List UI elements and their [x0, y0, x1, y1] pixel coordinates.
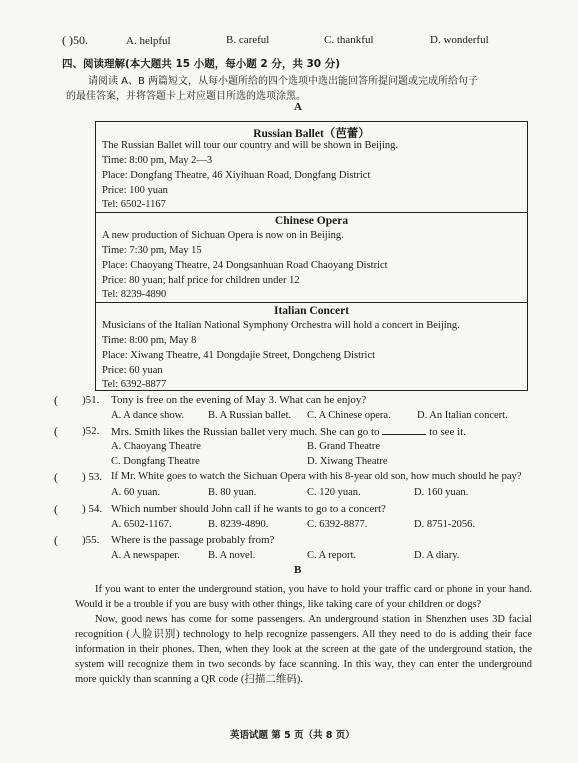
passage-b-paragraph-2: Now, good news has come for some passengers. An underground station in Shenzhen uses 3D facial recognition (人脸识别) technology to help recognize passengers. All they need to do is adding their face information in their phones. Then, when they look at the screen at the gate of the underground station, the system will recognize them in two seconds by face scanning. In this way, they can enter the underground more quickly than scanning a QR code (扫描二维码). [75, 614, 532, 685]
q52-stem [111, 425, 466, 438]
q55-option-d: D. A diary. [414, 550, 460, 561]
q53-number: ) 53. [82, 471, 103, 483]
ad-title-italian-concert: Italian Concert [273, 305, 350, 317]
q52-option-a: A. Chaoyang Theatre [111, 441, 201, 452]
ad-divider [96, 302, 527, 303]
q52-paren: ( [54, 424, 58, 438]
q55-stem: Where is the passage probably from? [111, 534, 275, 546]
passage-b-body [75, 582, 532, 687]
q50-option-c: C. thankful [324, 34, 374, 46]
q54-option-a: A. 6502-1167. [111, 519, 172, 530]
ad-line: Place: Xiwang Theatre, 41 Dongdajie Street, Dongcheng District [102, 350, 376, 361]
q54-stem: Which number should John call if he wants to go to a concert? [111, 503, 386, 515]
q52-stem-part1: Mrs. Smith likes the Russian ballet very much. She can go to [111, 426, 380, 438]
q52-option-c: C. Dongfang Theatre [111, 456, 200, 467]
passage-a-label: A [294, 101, 302, 113]
q54-option-c: C. 6392-8877. [307, 519, 368, 530]
ad-line: Tel: 6392-8877 [102, 379, 167, 390]
ad-line: Time: 7:30 pm, May 15 [102, 245, 202, 256]
q54-paren: ( [54, 502, 58, 516]
ad-line: Time: 8:00 pm, May 2—3 [102, 155, 213, 166]
q51-stem: Tony is free on the evening of May 3. What can he enjoy? [111, 394, 367, 406]
q52-option-d: D. Xiwang Theatre [307, 456, 388, 467]
q55-option-c: C. A report. [307, 550, 356, 561]
q51-number: )51. [82, 394, 100, 406]
page-footer: 英语试题 第 5 页（共 8 页） [230, 730, 355, 741]
section-instruction-line1: 请阅读 A、B 两篇短文，从每小题所给的四个选项中选出能回答所提问题或完成所给句子 [88, 76, 479, 87]
section-instruction-line2: 的最佳答案，并将答题卡上对应题目所选的选项涂黑。 [66, 91, 306, 102]
q52-number: )52. [82, 425, 100, 437]
section-heading: 四、阅读理解(本大题共 15 小题，每小题 2 分，共 30 分) [62, 58, 341, 70]
q55-paren: ( [54, 533, 58, 547]
q50-option-b: B. careful [226, 34, 270, 46]
q55-number: )55. [82, 534, 100, 546]
q55-option-a: A. A newspaper. [111, 550, 180, 561]
ad-line: Price: 100 yuan [102, 185, 168, 196]
q51-option-b: B. A Russian ballet. [208, 410, 292, 421]
ad-line: Tel: 8239-4890 [102, 289, 167, 300]
q54-option-d: D. 8751-2056. [414, 519, 475, 530]
q53-stem: If Mr. White goes to watch the Sichuan Opera with his 8-year old son, how much should he pay? [111, 471, 522, 482]
q52-stem-part2: to see it. [429, 426, 467, 438]
ad-line: A new production of Sichuan Opera is now on in Beijing. [102, 230, 344, 241]
ads-table [95, 121, 528, 391]
q54-option-b: B. 8239-4890. [208, 519, 269, 530]
q50-option-d: D. wonderful [430, 34, 489, 46]
q50-option-a: A. helpful [126, 35, 171, 47]
q53-option-d: D. 160 yuan. [414, 487, 469, 498]
ad-title-russian-ballet: Russian Ballet（芭蕾） [253, 128, 370, 140]
q52-option-b: B. Grand Theatre [307, 441, 380, 452]
q55-option-b: B. A novel. [208, 550, 256, 561]
ad-line: Price: 60 yuan [102, 365, 163, 376]
q53-option-c: C. 120 yuan. [307, 487, 361, 498]
q51-paren: ( [54, 393, 58, 407]
ad-line: Time: 8:00 pm, May 8 [102, 335, 197, 346]
ad-line: Place: Chaoyang Theatre, 24 Dongsanhuan Road Chaoyang District [102, 260, 388, 271]
ad-line: Musicians of the Italian National Symphony Orchestra will hold a concert in Beijing. [102, 320, 460, 331]
ad-divider [96, 212, 527, 213]
ad-line: The Russian Ballet will tour our country and will be shown in Beijing. [102, 140, 399, 151]
ad-title-chinese-opera: Chinese Opera [274, 215, 349, 227]
q51-option-d: D. An Italian concert. [417, 410, 508, 421]
q53-option-a: A. 60 yuan. [111, 487, 160, 498]
ad-line: Tel: 6502-1167 [102, 199, 166, 210]
passage-b-paragraph-1: If you want to enter the underground station, you have to hold your traffic card or phone in your hand. Would it be a trouble if you are busy with other things, like taking care of your children or dogs? [75, 584, 532, 610]
q51-option-a: A. A dance show. [111, 410, 185, 421]
q52-blank [382, 425, 426, 435]
q51-option-c: C. A Chinese opera. [307, 410, 391, 421]
ad-line: Place: Dongfang Theatre, 46 Xiyihuan Road, Dongfang District [102, 170, 371, 181]
q53-paren: ( [54, 470, 58, 484]
passage-b-label: B [294, 564, 302, 576]
ad-line: Price: 80 yuan; half price for children under 12 [102, 275, 300, 286]
q53-option-b: B. 80 yuan. [208, 487, 257, 498]
q54-number: ) 54. [82, 503, 103, 515]
q50-number: ( )50. [62, 33, 88, 47]
